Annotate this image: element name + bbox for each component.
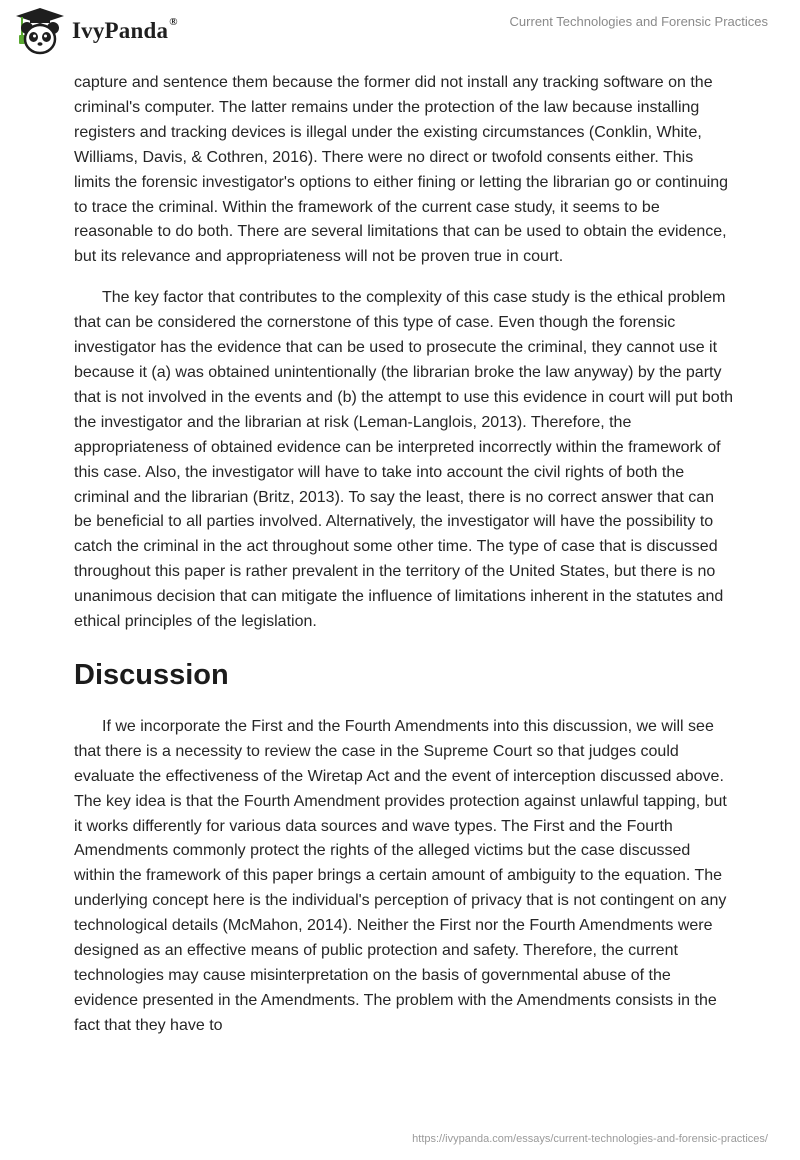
source-url[interactable]: https://ivypanda.com/essays/current-technologies-and-forensic-practices/ — [412, 1133, 768, 1145]
paragraph: If we incorporate the First and the Fourth Amendments into this discussion, we will see that there is a necessity to review the case in the Supreme Court so that judges could evaluate the effectiveness of the Wiretap Act and the event of interception discussed above. The key idea is that the Fourth Amendment provides protection against unlawful tapping, but it works differently for various data sources and wave types. The First and the Fourth Amendments commonly protect the rights of the alleged victims but the case discussed within the framework of this paper brings a certain amount of ambiguity to the equation. The underlying concept here is the individual's perception of privacy that is not contingent on any technological details (McMahon, 2014). Neither the First nor the Fourth Amendments were designed as an effective means of public protection and safety. Therefore, the current technologies may cause misinterpretation on the basis of governmental abuse of the evidence presented in the Amendments. The problem with the Amendments consists in the fact that they have to — [74, 717, 727, 1034]
essay-body — [74, 71, 734, 1039]
paragraph: The key factor that contributes to the complexity of this case study is the ethical problem that can be considered the cornerstone of this type of case. Even though the forensic investigator has the evidence that can be used to prosecute the criminal, they cannot use it because it (a) was obtained unintentionally (the librarian broke the law anyway) by the party that is not involved in the events and (b) the attempt to use this evidence in court will put both the investigator and the librarian at risk (Leman-Langlois, 2013). Therefore, the appropriateness of obtained evidence can be interpreted incorrectly within the framework of this case. Also, the investigator will have to take into account the civil rights of both the criminal and the librarian (Britz, 2013). To say the least, there is no correct answer that can be beneficial to all parties involved. Alternatively, the investigator will have the possibility to catch the criminal in the act throughout some other time. The type of case that is discussed throughout this paper is rather prevalent in the territory of the United States, but there is no unanimous decision that can mitigate the influence of limitations inherent in the statutes and ethical principles of the legislation. — [74, 289, 734, 631]
panda-graduate-icon — [14, 6, 66, 56]
paragraph: capture and sentence them because the former did not install any tracking software on the criminal's computer. The latter remains under the protection of the law because installing registers and tracking devices is illegal under the existing circumstances (Conklin, White, Williams, Davis, & Cothren, 2016). There were no direct or twofold consents either. This limits the forensic investigator's options to either fining or letting the librarian go or continuing to trace the criminal. Within the framework of the current case study, it seems to be reasonable to do both. There are several limitations that can be used to obtain the evidence, but its relevance and appropriateness will not be proven true in court. — [74, 74, 729, 266]
section-heading-discussion: Discussion — [74, 658, 229, 691]
document-title: Current Technologies and Forensic Practices — [509, 14, 768, 29]
brand-name: IvyPanda® — [72, 16, 178, 43]
ivypanda-logo[interactable] — [14, 6, 178, 56]
page-header — [0, 0, 800, 70]
